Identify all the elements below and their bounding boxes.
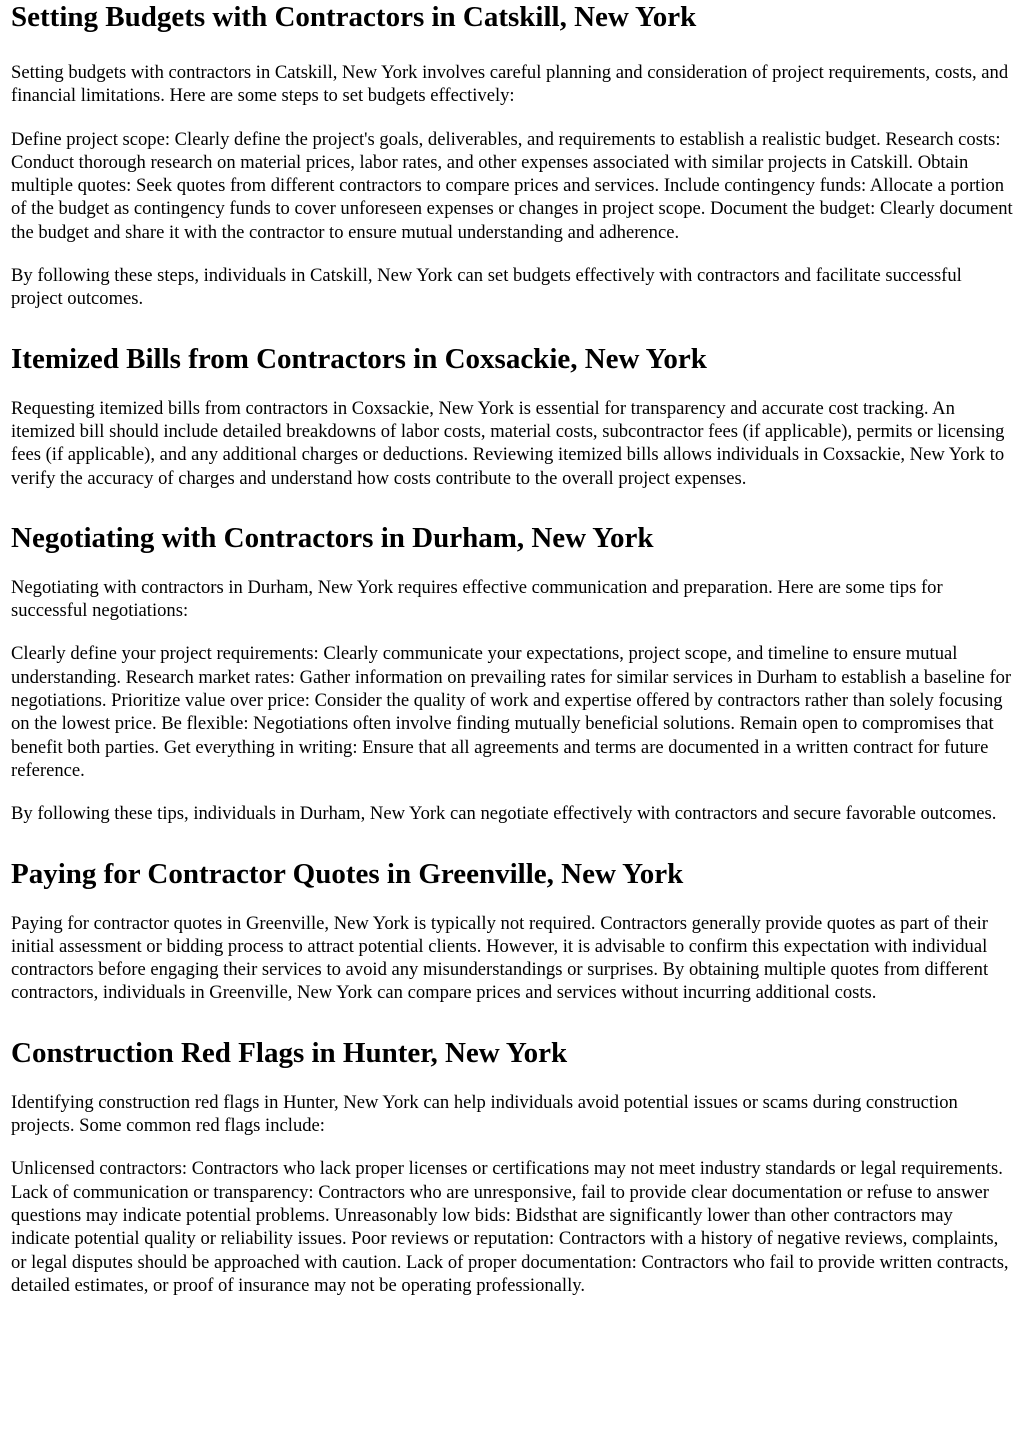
section-coxsackie-bills: [11, 342, 1013, 490]
section-paragraph: Unlicensed contractors: Contractors who lack proper licenses or certifications may not meet industry standards or legal requirements. Lack of communication or transparency: Contractors who are unresponsive, fail to provide clear documentation or refuse to answer questions may indicate potential problems. Unreasonably low bids: Bidsthat are significantly lower than other contractors may indicate potential quality or reliability issues. Poor reviews or reputation: Contractors with a history of negative reviews, complaints, or legal disputes should be approached with caution. Lack of proper documentation: Contractors who fail to provide written contracts, detailed estimates, or proof of insurance may not be operating professionally.: [11, 1158, 1009, 1296]
section-paragraph: Requesting itemized bills from contractors in Coxsackie, New York is essential for transparency and accurate cost tracking. An itemized bill should include detailed breakdowns of labor costs, material costs, subcontractor fees (if applicable), permits or licensing fees (if applicable), and any additional charges or deductions. Reviewing itemized bills allows individuals in Coxsackie, New York to verify the accuracy of charges and understand how costs contribute to the overall project expenses.: [11, 397, 1005, 489]
section-greenville-quotes: [11, 857, 1013, 1005]
section-paragraph: Negotiating with contractors in Durham, New York requires effective communication and preparation. Here are some tips for successful negotiations:: [11, 576, 943, 622]
section-heading: Setting Budgets with Contractors in Catskill, New York: [11, 1, 697, 33]
section-heading: Negotiating with Contractors in Durham, New York: [11, 521, 654, 554]
section-paragraph: Paying for contractor quotes in Greenville, New York is typically not required. Contractors generally provide quotes as part of their initial assessment or bidding process to attract potential clients. However, it is advisable to confirm this expectation with individual contractors before engaging their services to avoid any misunderstandings or surprises. By obtaining multiple quotes from different contractors, individuals in Greenville, New York can compare prices and services without incurring additional costs.: [11, 912, 989, 1004]
section-heading: Construction Red Flags in Hunter, New York: [11, 1036, 568, 1069]
section-paragraph: Clearly define your project requirements: Clearly communicate your expectations, project scope, and timeline to ensure mutual understanding. Research market rates: Gather information on prevailing rates for similar services in Durham to establish a baseline for negotiations. Prioritize value over price: Consider the quality of work and expertise offered by contractors rather than solely focusing on the lowest price. Be flexible: Negotiations often involve finding mutually beneficial solutions. Remain open to compromises that benefit both parties. Get everything in writing: Ensure that all agreements and terms are documented in a written contract for future reference.: [11, 643, 1012, 781]
section-catskill-budgets: [11, 0, 1013, 311]
section-hunter-red-flags: [11, 1036, 1013, 1297]
section-paragraph: By following these steps, individuals in Catskill, New York can set budgets effectively with contractors and facilitate successful project outcomes.: [11, 265, 962, 310]
section-heading: Itemized Bills from Contractors in Coxsackie, New York: [11, 342, 707, 375]
section-heading: Paying for Contractor Quotes in Greenville, New York: [11, 857, 684, 890]
section-durham-negotiating: [11, 521, 1013, 826]
section-paragraph: Define project scope: Clearly define the project's goals, deliverables, and requirements to establish a realistic budget. Research costs: Conduct thorough research on material prices, labor rates, and other expenses associated with similar projects in Catskill. Obtain multiple quotes: Seek quotes from different contractors to compare prices and services. Include contingency funds: Allocate a portion of the budget as contingency funds to cover unforeseen expenses or changes in project scope. Document the budget: Clearly document the budget and share it with the contractor to ensure mutual understanding and adherence.: [11, 128, 1013, 243]
section-paragraph: By following these tips, individuals in Durham, New York can negotiate effectively with contractors and secure favorable outcomes.: [11, 803, 997, 825]
section-paragraph: Setting budgets with contractors in Catskill, New York involves careful planning and consideration of project requirements, costs, and financial limitations. Here are some steps to set budgets effectively:: [11, 62, 1009, 107]
section-paragraph: Identifying construction red flags in Hunter, New York can help individuals avoid potential issues or scams during construction projects. Some common red flags include:: [11, 1091, 958, 1137]
